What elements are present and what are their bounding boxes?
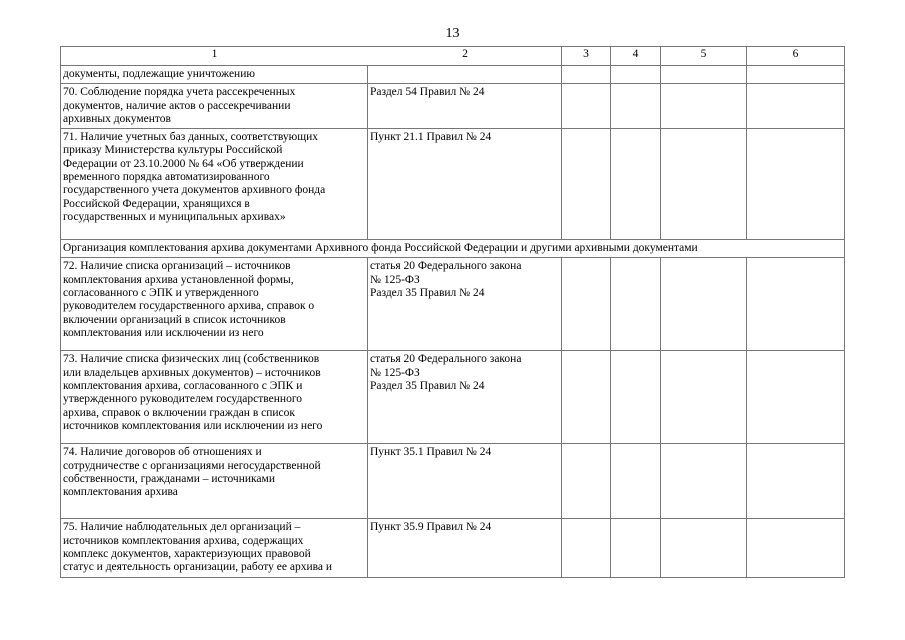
column-4-cell [611, 519, 661, 577]
column-3-cell [562, 258, 611, 351]
column-1-number: 1 [211, 48, 218, 60]
norm-reference-cell [368, 258, 562, 351]
column-6-cell [747, 444, 845, 519]
column-6-cell [747, 66, 845, 84]
column-3-cell [562, 444, 611, 519]
column-5-cell [661, 66, 747, 84]
requirement-text-line: государственных и муниципальных архивах» [63, 210, 286, 223]
requirement-text-line: комплектования архива [63, 486, 178, 499]
column-6-cell [747, 519, 845, 577]
requirement-cell [61, 129, 368, 240]
norm-reference-line: Пункт 35.9 Правил № 24 [370, 521, 492, 534]
section-heading-row [61, 240, 845, 258]
norm-reference-line: Раздел 54 Правил № 24 [370, 86, 485, 99]
column-4-cell [611, 258, 661, 351]
requirement-text-line: временного порядка автоматизированного [63, 171, 270, 184]
checklist-table [60, 46, 845, 578]
column-5-cell [661, 444, 747, 519]
table-row [61, 129, 845, 240]
requirement-text-line: документы, подлежащие уничтожению [63, 68, 255, 80]
requirement-text-line: собственности, гражданами – источниками [63, 473, 275, 486]
norm-reference-cell [368, 351, 562, 444]
requirement-text-line: сотрудничестве с организациями негосударственной [63, 459, 321, 472]
section-heading: Организация комплектования архива документами Архивного фонда Российской Федерации и другими архивными документами [61, 240, 845, 258]
norm-reference-line: № 125-ФЗ [370, 366, 420, 379]
column-6-cell [747, 258, 845, 351]
requirement-text-line: статус и деятельность организации, работу ее архива и [63, 561, 333, 574]
column-4-cell [611, 351, 661, 444]
norm-reference-cell [368, 129, 562, 240]
column-5-cell [661, 519, 747, 577]
column-4-cell [611, 66, 661, 84]
column-2-number: 2 [462, 48, 468, 60]
requirement-text-line: Федерации от 23.10.2000 № 64 «Об утверждении [63, 157, 304, 170]
requirement-text-line: архива, справок о включении граждан в список [63, 406, 295, 419]
norm-reference-cell [368, 519, 562, 577]
column-6-cell [747, 129, 845, 240]
column-3-cell [562, 351, 611, 444]
requirement-text-line: комплектования или исключении из него [63, 326, 264, 339]
table-row [61, 66, 845, 84]
norm-reference-cell [368, 84, 562, 129]
requirement-text-line: утвержденного руководителем государственного [63, 393, 302, 406]
requirement-text-line: 74. Наличие договоров об отношениях и [63, 446, 262, 459]
norm-reference-line: Раздел 35 Правил № 24 [370, 287, 485, 300]
requirement-text-line: приказу Министерства культуры Российской [63, 144, 283, 157]
requirement-text-line: 73. Наличие списка физических лиц (собственников [63, 353, 320, 366]
column-6-number: 6 [747, 47, 845, 66]
table-row [61, 444, 845, 519]
norm-reference-line: статья 20 Федерального закона [370, 353, 522, 366]
requirement-text-line: Российской Федерации, хранящихся в [63, 197, 250, 210]
table-row [61, 84, 845, 129]
norm-reference-cell [368, 66, 562, 84]
column-4-cell [611, 444, 661, 519]
page-number: 13 [445, 26, 460, 41]
column-6-cell [747, 351, 845, 444]
requirement-text-line: включении организаций в список источников [63, 313, 286, 326]
column-4-number: 4 [611, 47, 661, 66]
requirement-cell [61, 351, 368, 444]
column-5-cell [661, 258, 747, 351]
norm-reference-line: Раздел 35 Правил № 24 [370, 380, 485, 393]
requirement-text-line: комплектования архива, согласованного с ЭПК и [63, 380, 303, 393]
table-row [61, 351, 845, 444]
norm-reference-line: Пункт 35.1 Правил № 24 [370, 446, 492, 459]
requirement-text-line: государственного учета документов архивного фонда [63, 184, 326, 197]
column-5-cell [661, 84, 747, 129]
requirement-text-line: источников комплектования или исключении из него [63, 419, 323, 432]
requirement-cell [61, 444, 368, 519]
header-cell-1-2 [61, 47, 562, 66]
column-3-number: 3 [562, 47, 611, 66]
requirement-text-line: согласованного с ЭПК и утвержденного [63, 287, 259, 300]
column-4-cell [611, 129, 661, 240]
requirement-text-line: архивных документов [63, 112, 171, 125]
norm-reference-cell [368, 444, 562, 519]
column-5-cell [661, 351, 747, 444]
norm-reference-line: Пункт 21.1 Правил № 24 [370, 131, 492, 144]
column-5-cell [661, 129, 747, 240]
requirement-text-line: источников комплектования архива, содержащих [63, 534, 304, 547]
norm-reference-line: статья 20 Федерального закона [370, 260, 522, 273]
requirement-cell [61, 258, 368, 351]
column-3-cell [562, 129, 611, 240]
column-3-cell [562, 66, 611, 84]
column-4-cell [611, 84, 661, 129]
requirement-text-line: или владельцев архивных документов) – источников [63, 366, 321, 379]
column-number-row [61, 47, 845, 66]
requirement-text-line: комплекс документов, характеризующих правовой [63, 548, 311, 561]
requirement-cell [61, 66, 368, 84]
requirement-text-line: 75. Наличие наблюдательных дел организаций – [63, 521, 301, 534]
requirement-text-line: руководителем государственного архива, справок о [63, 300, 315, 313]
table-row [61, 258, 845, 351]
norm-reference-line: № 125-ФЗ [370, 273, 420, 286]
requirement-cell [61, 519, 368, 577]
column-3-cell [562, 84, 611, 129]
requirement-text-line: 72. Наличие списка организаций – источников [63, 260, 291, 273]
column-3-cell [562, 519, 611, 577]
column-5-number: 5 [661, 47, 747, 66]
column-6-cell [747, 84, 845, 129]
requirement-text-line: комплектования архива установленной формы, [63, 273, 294, 286]
requirement-text-line: 70. Соблюдение порядка учета рассекреченных [63, 86, 296, 99]
requirement-text-line: документов, наличие актов о рассекречивании [63, 99, 291, 112]
requirement-text-line: 71. Наличие учетных баз данных, соответствующих [63, 131, 318, 144]
requirement-cell [61, 84, 368, 129]
table-row [61, 519, 845, 577]
